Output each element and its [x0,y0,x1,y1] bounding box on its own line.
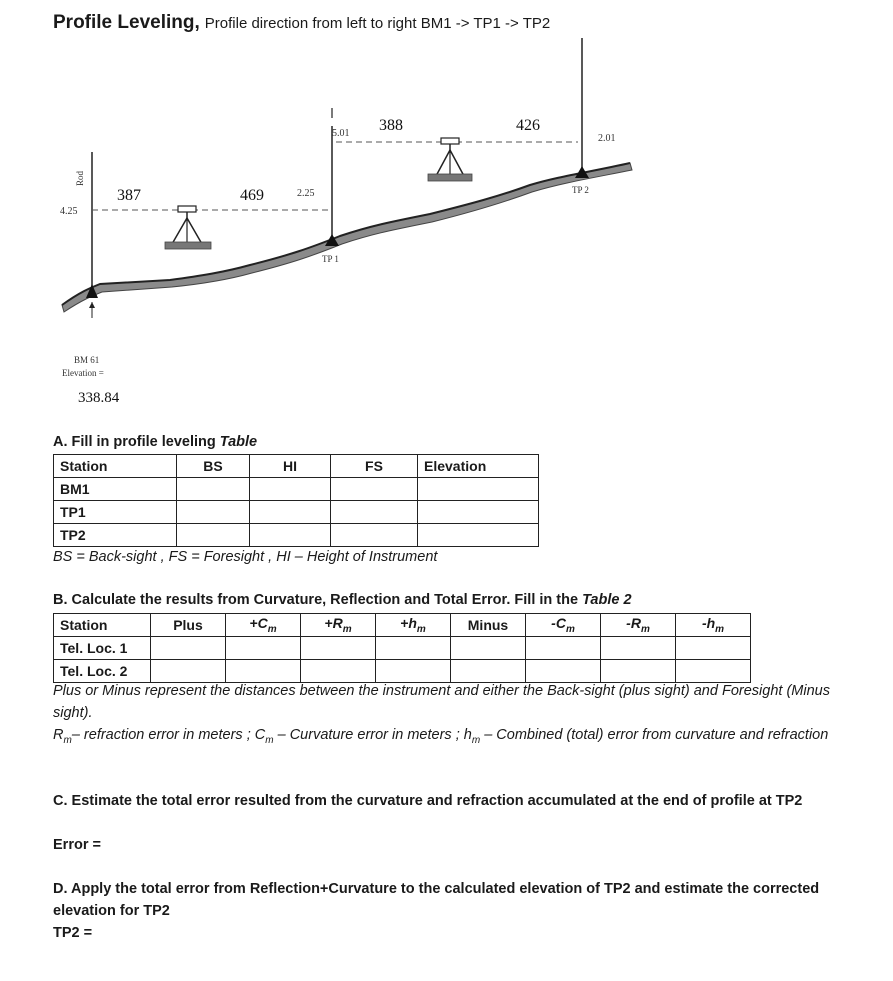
cell-input[interactable] [177,478,250,501]
cell-input[interactable] [226,637,301,660]
col-fs: FS [331,455,418,478]
cell-input[interactable] [331,524,418,547]
col-station: Station [54,455,177,478]
table-header-row [54,455,539,478]
instrument-1 [165,206,211,249]
row-label: TP1 [54,501,177,524]
table-row [54,501,539,524]
bm-label: BM 61 [74,355,100,365]
cell-input[interactable] [301,637,376,660]
cell-input[interactable] [418,524,539,547]
cell-input[interactable] [451,637,526,660]
col-cm-plus: $+C_m$ [226,614,301,637]
col-hm-minus: $-h_m$ [676,614,751,637]
row-label: BM1 [54,478,177,501]
title-bold: Profile Leveling, [53,12,200,33]
distance-388: 388 [379,117,403,134]
col-rm-minus: $-R_m$ [601,614,676,637]
table-header-row [54,614,751,637]
cell-input[interactable] [250,524,331,547]
title-subtitle: Profile direction from left to right BM1 -> TP1 -> TP2 [204,15,551,32]
tp2-reading: 2.01 [598,133,616,144]
cell-input[interactable] [418,501,539,524]
section-b-heading: B. Calculate the results from Curvature, Reflection and Total Error. Fill in the Table 2 [53,592,632,608]
col-station: Station [54,614,151,637]
ground-profile [62,163,632,312]
section-b-note-1: Plus or Minus represent the distances between the instrument and either the Back-sight (plus sight) and Foresight (Minus sight). [53,683,830,721]
elevation-label: Elevation = [62,368,104,378]
cell-input[interactable] [331,478,418,501]
cell-input[interactable] [331,501,418,524]
cell-input[interactable] [151,637,226,660]
profile-leveling-table [53,454,539,547]
col-hm-plus: $+h_m$ [376,614,451,637]
table-row [54,637,751,660]
cell-input[interactable] [418,478,539,501]
section-d-answer-label: TP2 = [53,925,93,941]
col-rm-plus: $+R_m$ [301,614,376,637]
col-elevation: Elevation [418,455,539,478]
error-table [53,613,751,683]
row-label: TP2 [54,524,177,547]
row-label: Tel. Loc. 1 [54,637,151,660]
section-d-text: D. Apply the total error from Reflection+Curvature to the calculated elevation of TP2 and estimate the corrected elevation for TP2 [53,881,820,919]
section-b-note-2: $R_m-$ refraction error in meters ; $C_m$ – Curvature error in meters ; $h_m$ – Combined (total) error from curvature and refraction [53,727,829,746]
row-label: Tel. Loc. 2 [54,660,151,683]
elevation-value: 338.84 [78,390,120,406]
section-c-answer-label: Error = [53,837,101,853]
cell-input[interactable] [250,501,331,524]
cell-input[interactable] [676,637,751,660]
instrument-2 [428,138,472,181]
section-c-text: C. Estimate the total error resulted from the curvature and refraction accumulated at the end of profile at TP2 [53,793,803,809]
bm-reading: 4.25 [60,206,78,217]
distance-426: 426 [516,117,540,134]
cell-input[interactable] [177,524,250,547]
tp1-bs-reading: 2.25 [297,188,315,199]
cell-input[interactable] [376,637,451,660]
profile-diagram [0,30,893,410]
section-a-heading: A. Fill in profile leveling Table [53,434,258,450]
tp1-fs-reading: 5.01 [332,128,350,139]
section-a-note: BS = Back-sight , FS = Foresight , HI – Height of Instrument [53,549,438,565]
cell-input[interactable] [250,478,331,501]
distance-469: 469 [240,187,264,204]
cell-input[interactable] [177,501,250,524]
col-bs: BS [177,455,250,478]
col-hi: HI [250,455,331,478]
table-row [54,524,539,547]
distance-387: 387 [117,187,141,204]
tp1-label: TP 1 [322,254,339,264]
tp2-label: TP 2 [572,185,589,195]
col-cm-minus: $-C_m$ [526,614,601,637]
col-minus: Minus [451,614,526,637]
rod-label: Rod [75,170,85,186]
cell-input[interactable] [601,637,676,660]
table-row [54,478,539,501]
col-plus: Plus [151,614,226,637]
cell-input[interactable] [526,637,601,660]
